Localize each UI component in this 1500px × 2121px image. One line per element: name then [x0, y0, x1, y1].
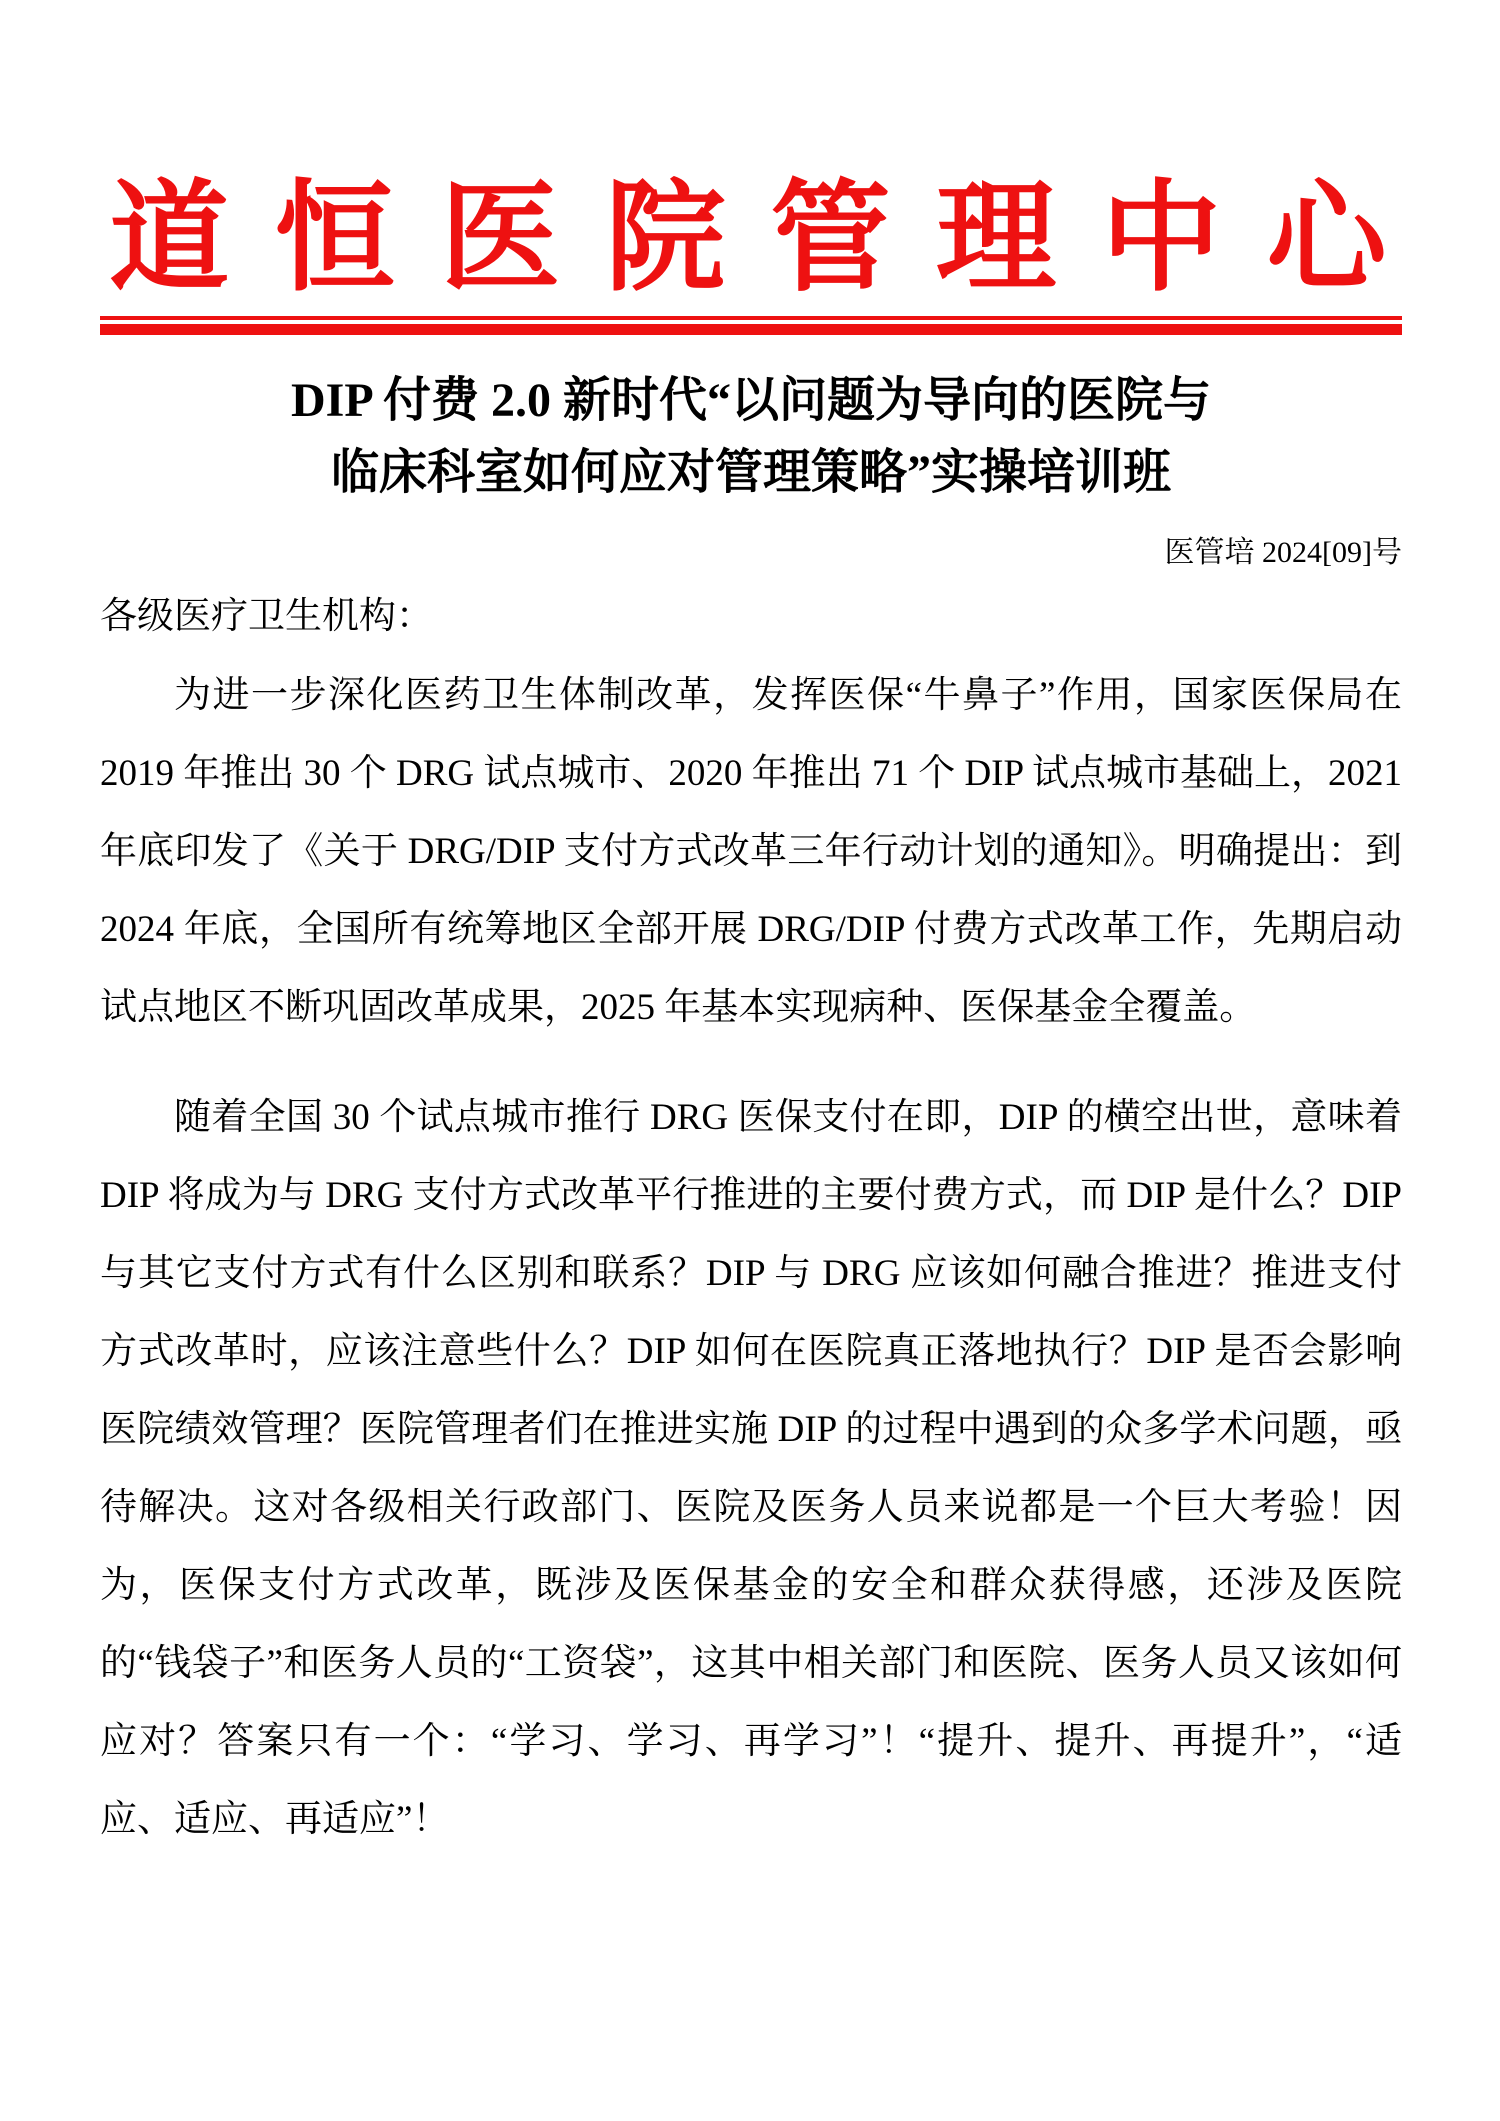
- document-title: [100, 365, 1402, 509]
- document-title-line-2: 临床科室如何应对管理策略”实操培训班: [330, 446, 1171, 499]
- body-paragraph-1: 为进一步深化医药卫生体制改革，发挥医保“牛鼻子”作用，国家医保局在 2019 年推出 30 个 DRG 试点城市、2020 年推出 71 个 DIP 试点城市基础上，2021 年底印发了《关于 DRG/DIP 支付方式改革三年行动计划的通知》。明确提出：到 2024 年底，全国所有统筹地区全部开展 DRG/DIP 付费方式改革工作，先期启动试点地区不断巩固改革成果，2025 年基本实现病种、医保基金全覆盖。: [100, 675, 1402, 1028]
- red-divider-rule: [100, 316, 1402, 335]
- org-letterhead: 道 恒 医 院 管 理 中 心: [109, 171, 1393, 305]
- document-number: 医管培 2024[09]号: [1164, 536, 1402, 569]
- document-title-line-1: DIP 付费 2.0 新时代“以问题为导向的医院与: [290, 374, 1212, 427]
- body-paragraph-2: 随着全国 30 个试点城市推行 DRG 医保支付在即，DIP 的横空出世，意味着 DIP 将成为与 DRG 支付方式改革平行推进的主要付费方式，而 DIP 是什么？DIP 与其它支付方式有什么区别和联系？DIP 与 DRG 应该如何融合推进？推进支付方式改革时，应该注意些什么？DIP 如何在医院真正落地执行？DIP 是否会影响医院绩效管理？医院管理者们在推进实施 DIP 的过程中遇到的众多学术问题，亟待解决。这对各级相关行政部门、医院及医务人员来说都是一个巨大考验！因为，医保支付方式改革，既涉及医保基金的安全和群众获得感，还涉及医院的“钱袋子”和医务人员的“工资袋”，这其中相关部门和医院、医务人员又该如何应对？答案只有一个：“学习、学习、再学习”！“提升、提升、再提升”，“适应、适应、再适应”！: [100, 1097, 1402, 1840]
- salutation: 各级医疗卫生机构：: [100, 596, 433, 637]
- red-divider-thick-line: [100, 324, 1402, 335]
